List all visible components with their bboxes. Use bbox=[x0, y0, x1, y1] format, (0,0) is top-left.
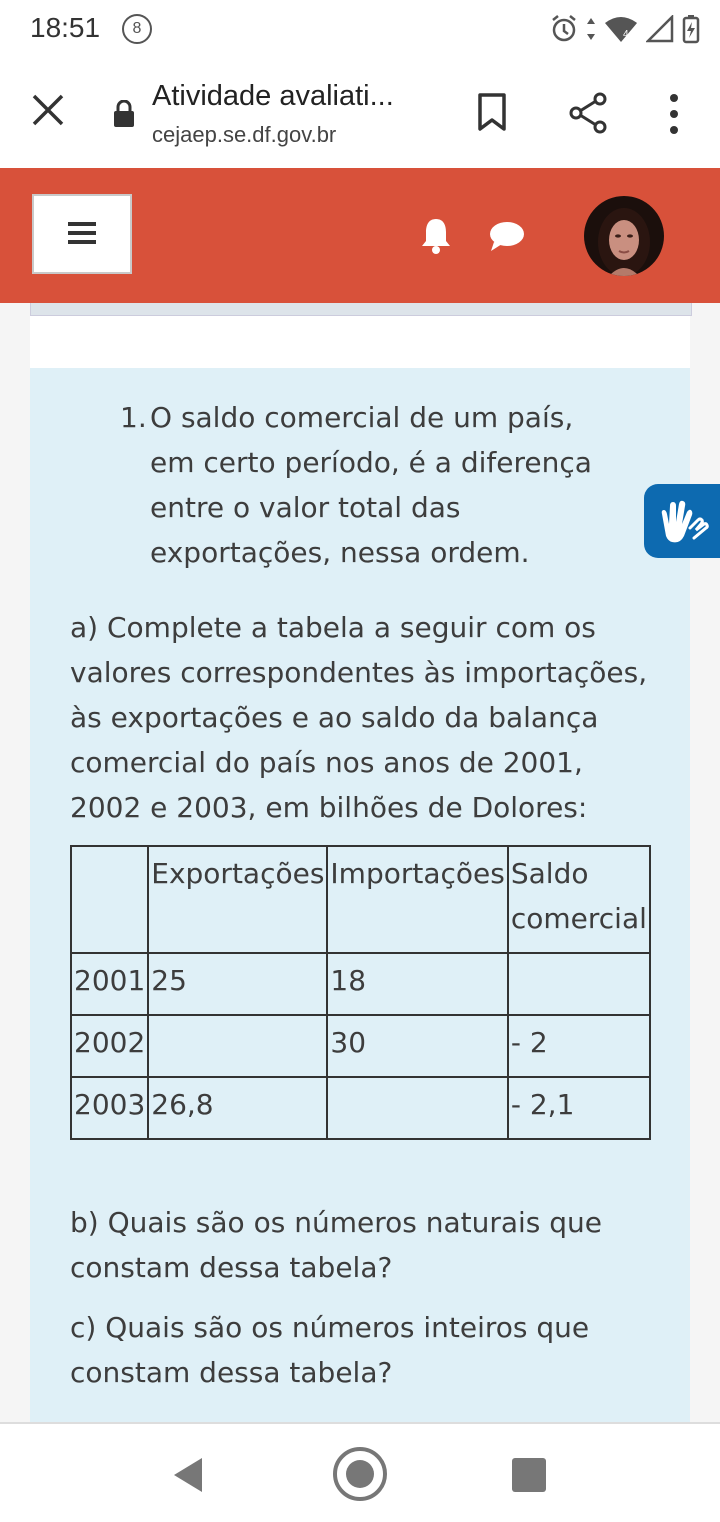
page-title[interactable]: Atividade avaliati... bbox=[152, 80, 394, 112]
bell-icon[interactable] bbox=[418, 216, 454, 254]
user-avatar[interactable] bbox=[584, 196, 664, 276]
table-cell: 18 bbox=[327, 953, 507, 1015]
page-margin-right bbox=[690, 303, 720, 1428]
menu-icon bbox=[32, 194, 132, 274]
question-number: 1. bbox=[120, 401, 147, 434]
trade-balance-table bbox=[70, 845, 651, 1140]
browser-toolbar bbox=[0, 58, 720, 170]
signal-icon bbox=[646, 15, 674, 43]
sign-language-accessibility-button[interactable] bbox=[644, 484, 720, 558]
table-cell: 2002 bbox=[71, 1015, 148, 1077]
avatar-photo bbox=[584, 196, 664, 276]
hamburger-menu-button[interactable] bbox=[32, 194, 132, 274]
notification-badge: 8 bbox=[122, 14, 152, 44]
table-cell bbox=[148, 1015, 327, 1077]
home-icon[interactable] bbox=[332, 1446, 388, 1502]
table-cell: 25 bbox=[148, 953, 327, 1015]
status-time: 18:51 bbox=[30, 12, 101, 43]
data-arrows-icon bbox=[586, 16, 596, 42]
table-cell bbox=[327, 1077, 507, 1139]
question-1 bbox=[120, 395, 610, 575]
table-header-cell: Importações bbox=[327, 846, 507, 953]
alarm-icon bbox=[550, 14, 578, 44]
table-cell: - 2,1 bbox=[508, 1077, 650, 1139]
page-url[interactable]: cejaep.se.df.gov.br bbox=[152, 122, 337, 147]
table-cell: 26,8 bbox=[148, 1077, 327, 1139]
back-icon[interactable] bbox=[172, 1456, 206, 1494]
table-header-cell: Saldo comercial bbox=[508, 846, 650, 953]
question-text: O saldo comercial de um país, em certo período, é a diferença entre o valor total das exportações, nessa ordem. bbox=[150, 401, 592, 569]
item-c-text: c) Quais são os números inteiros que constam dessa tabela? bbox=[70, 1311, 590, 1389]
chat-icon[interactable] bbox=[488, 220, 526, 252]
svg-text:4: 4 bbox=[623, 29, 629, 40]
table-cell: - 2 bbox=[508, 1015, 650, 1077]
table-cell: 2001 bbox=[71, 953, 148, 1015]
system-navigation-bar bbox=[0, 1422, 720, 1522]
table-cell: 30 bbox=[327, 1015, 507, 1077]
lock-icon bbox=[112, 100, 136, 128]
status-bar bbox=[0, 0, 720, 58]
bookmark-icon[interactable] bbox=[476, 92, 508, 132]
battery-charging-icon bbox=[682, 14, 700, 44]
page-margin-left bbox=[0, 303, 30, 1428]
sign-language-hands-icon bbox=[644, 484, 720, 558]
more-options-icon[interactable] bbox=[664, 92, 684, 136]
table-header-cell bbox=[71, 846, 148, 953]
close-tab-icon[interactable] bbox=[30, 92, 66, 128]
content-top-divider bbox=[30, 303, 692, 316]
table-row bbox=[71, 1077, 650, 1139]
table-header-cell: Exportações bbox=[148, 846, 327, 953]
site-header bbox=[0, 168, 720, 303]
table-row bbox=[71, 953, 650, 1015]
table-cell: 2003 bbox=[71, 1077, 148, 1139]
wifi-icon bbox=[604, 15, 638, 43]
table-header-row bbox=[71, 846, 650, 953]
item-b-text: b) Quais são os números naturais que constam dessa tabela? bbox=[70, 1206, 603, 1284]
table-cell bbox=[508, 953, 650, 1015]
item-a-text: a) Complete a tabela a seguir com os valores correspondentes às importações, às exportações e ao saldo da balança comercial do país nos anos de 2001, 2002 e 2003, em bilhões de Dolores: bbox=[70, 611, 648, 824]
recent-apps-icon[interactable] bbox=[512, 1458, 546, 1492]
table-row bbox=[71, 1015, 650, 1077]
status-icons bbox=[550, 12, 700, 46]
share-icon[interactable] bbox=[568, 92, 608, 134]
